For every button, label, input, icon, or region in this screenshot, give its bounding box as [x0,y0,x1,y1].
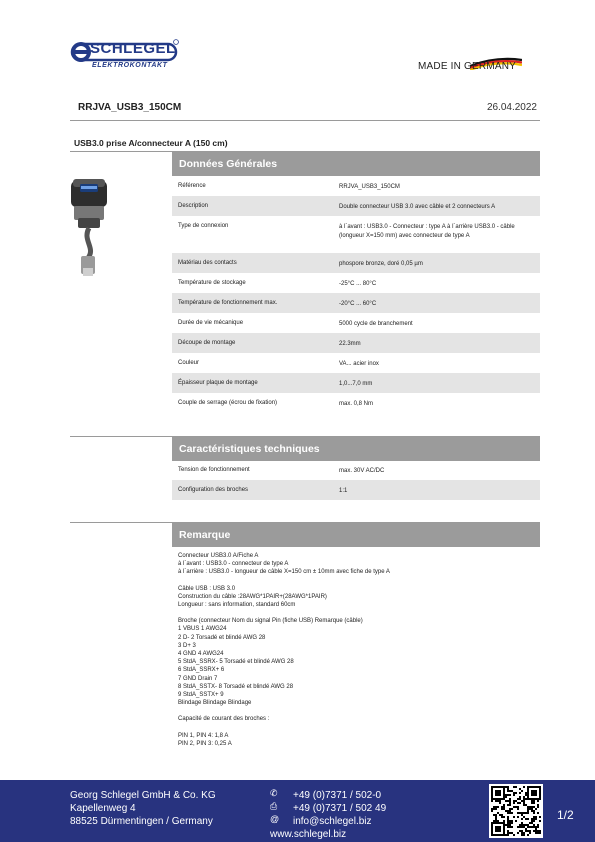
remark-text [178,552,390,748]
row-value: Double connecteur USB 3.0 avec câble et 2 connecteurs A [339,204,496,210]
row-value: à l´avant : USB3.0 - Connecteur : type A à l´arrière USB3.0 - câble (longueur X=150 mm) avec connecteur de type A [339,224,515,239]
row-label: Description [178,203,209,209]
row-label: Découpe de montage [178,340,236,346]
table-row [172,393,540,413]
table-row [172,460,540,480]
table-row [172,253,540,273]
qr-code [489,784,543,838]
row-value: RRJVA_USB3_150CM [339,184,400,190]
remark-line: PIN 2, PIN 3: 0,25 A [178,740,232,747]
remark-line: à l´avant : USB3.0 - connecteur de type A [178,561,289,568]
brand-name: SCHLEGEL [90,40,176,57]
website-link[interactable]: www.schlegel.biz [270,829,347,840]
company-name: Georg Schlegel GmbH & Co. KG [70,790,216,801]
table-row [172,176,540,196]
remark-line: Câble USB : USB 3.0 [178,585,236,592]
section-general-heading: Données Générales [172,152,540,176]
company-address [70,789,216,828]
remark-line [178,609,390,617]
row-label: Température de fonctionnement max. [178,300,278,306]
row-value: 5000 cycle de branchement [339,321,413,327]
remark-line: 9 StdA_SSTX+ 9 [178,692,224,699]
remark-line: Longueur : sans information, standard 60cm [178,602,296,609]
remark-line [178,724,390,732]
remark-line: 7 GND Drain 7 [178,675,218,682]
remark-line [178,577,390,585]
table-row [172,353,540,373]
row-value: max. 30V AC/DC [339,468,385,474]
email-icon: @ [270,814,280,824]
remark-line: 3 D+ 3 [178,642,196,649]
row-value: -25°C ... 80°C [339,281,377,287]
row-value: VA... acier inox [339,361,379,367]
table-row [172,313,540,333]
remark-line: 5 StdA_SSRX- 5 Torsadé et blindé AWG 28 [178,659,294,666]
table-row [172,373,540,393]
row-label: Couleur [178,360,200,366]
row-value: phospore bronze, doré 0,05 µm [339,261,423,267]
section-remark-heading: Remarque [172,523,540,547]
fax-icon: ⎙ [270,801,278,811]
row-label: Configuration des broches [178,487,249,493]
table-row [172,333,540,353]
row-value: 1,0...7,0 mm [339,381,373,387]
remark-line: 4 GND 4 AWG24 [178,651,224,658]
remark-line: 2 D- 2 Torsadé et blindé AWG 28 [178,634,266,641]
company-city: 88525 Dürmentingen / Germany [70,816,213,827]
contact-info [270,789,387,841]
company-street: Kapellenweg 4 [70,803,136,814]
fax-number: +49 (0)7371 / 502 49 [293,803,387,814]
row-value: 22.3mm [339,341,361,347]
remark-line: Connecteur USB3.0 A/Fiche A [178,553,259,559]
table-row [172,273,540,293]
remark-line [178,707,390,715]
phone-number: +49 (0)7371 / 502-0 [293,790,382,801]
remark-line: 1 VBUS 1 AWG24 [178,626,227,633]
row-value: 1:1 [339,488,348,494]
section-technical-heading: Caractéristiques techniques [172,437,540,461]
product-subtitle: USB3.0 prise A/connecteur A (150 cm) [74,138,228,148]
row-label: Référence [178,183,206,189]
divider [70,120,540,121]
row-label: Matériau des contacts [178,260,237,266]
table-row [172,293,540,313]
remark-line: Construction du câble :28AWG*1PAIR+(28AWG*1PAIR) [178,593,327,600]
row-value: max. 0,8 Nm [339,401,374,407]
row-value: -20°C ... 60°C [339,301,377,307]
row-label: Tension de fonctionnement [178,467,250,473]
remark-line: 6 StdA_SSRX+ 6 [178,667,225,674]
row-label: Température de stockage [178,280,246,286]
row-label: Couple de serrage (écrou de fixation) [178,400,278,406]
made-in-germany: MADE IN GERMANY [418,61,517,72]
phone-icon: ✆ [270,788,278,798]
remark-line: Capacité de courant des broches : [178,716,270,723]
table-row [172,216,540,253]
row-label: Type de connexion [178,223,229,229]
row-label: Épaisseur plaque de montage [178,380,258,386]
table-row [172,480,540,500]
brand-subtitle: ELEKTROKONTAKT [92,62,168,69]
product-code: RRJVA_USB3_150CM [78,102,182,113]
table-row [172,196,540,216]
page-number: 1/2 [557,808,574,822]
remark-line: Blindage Blindage Blindage [178,700,252,707]
remark-line: Broche (connecteur Nom du signal Pin (fiche USB) Remarque (câble) [178,618,363,625]
remark-line: à l´arrière : USB3.0 - longueur de câble X=150 cm ± 10mm avec fiche de type A [178,569,390,576]
email-link[interactable]: info@schlegel.biz [293,816,372,827]
row-label: Durée de vie mécanique [178,320,244,326]
remark-line: 8 StdA_SSTX- 8 Torsadé et blindé AWG 28 [178,683,294,690]
document-date: 26.04.2022 [486,102,537,113]
product-image [70,178,110,278]
remark-line: PIN 1, PIN 4: 1,8 A [178,732,229,739]
